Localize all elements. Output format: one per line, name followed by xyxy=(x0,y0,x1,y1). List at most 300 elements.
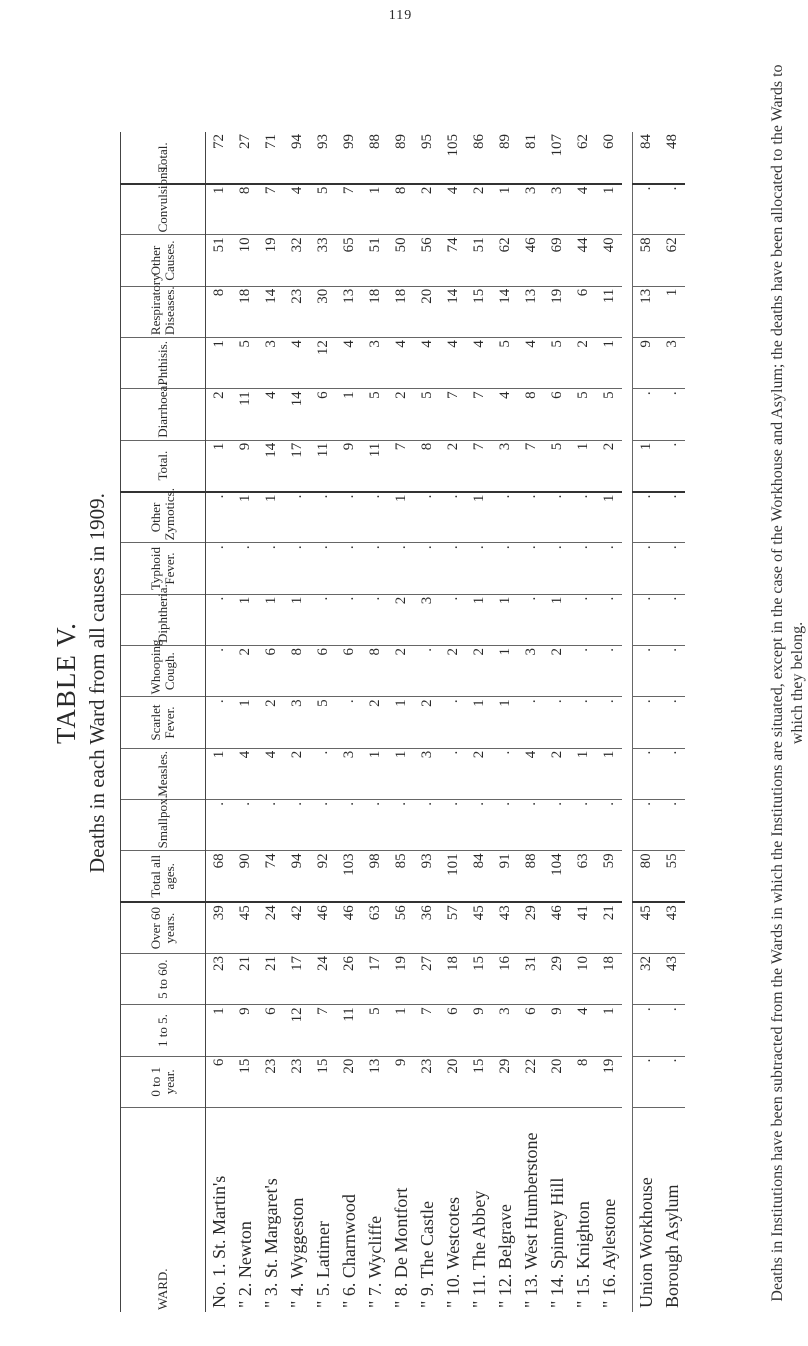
cell-diphtheria: . xyxy=(633,594,660,645)
cell-scarlet-fever: 2 xyxy=(258,697,284,748)
cell-total: 62 xyxy=(570,132,596,184)
col-header-other-causes: Other Causes. xyxy=(121,235,206,286)
cell-total-all-ages: 103 xyxy=(336,851,362,902)
cell-typhoid-fever: . xyxy=(362,543,388,594)
cell-typhoid-fever: . xyxy=(232,543,258,594)
cell-smallpox: . xyxy=(414,800,440,851)
cell-age-1-5: 6 xyxy=(440,1005,466,1056)
cell-total-zymotic: 3 xyxy=(492,440,518,491)
cell-other-zymotics: . xyxy=(518,492,544,543)
cell-whooping-cough: 2 xyxy=(544,646,570,697)
cell-age-over-60: 57 xyxy=(440,902,466,953)
cell-diarrhoea: 11 xyxy=(232,389,258,440)
cell-measles: 3 xyxy=(414,748,440,799)
cell-other-causes: 69 xyxy=(544,235,570,286)
cell-diphtheria: . xyxy=(570,594,596,645)
cell-smallpox: . xyxy=(310,800,336,851)
cell-total-zymotic: 8 xyxy=(414,440,440,491)
cell-total-all-ages: 74 xyxy=(258,851,284,902)
cell-smallpox: . xyxy=(206,800,233,851)
cell-age-1-5: 7 xyxy=(414,1005,440,1056)
cell-age-5-60: 29 xyxy=(544,954,570,1005)
cell-age-1-5: 6 xyxy=(518,1005,544,1056)
cell-smallpox: . xyxy=(518,800,544,851)
cell-diphtheria: 1 xyxy=(492,594,518,645)
cell-age-0-1: 20 xyxy=(440,1056,466,1107)
cell-total: 48 xyxy=(659,132,685,184)
cell-smallpox: . xyxy=(570,800,596,851)
cell-age-5-60: 16 xyxy=(492,954,518,1005)
cell-age-over-60: 46 xyxy=(310,902,336,953)
cell-scarlet-fever: . xyxy=(570,697,596,748)
cell-age-over-60: 42 xyxy=(284,902,310,953)
cell-phthisis: 5 xyxy=(232,338,258,389)
cell-scarlet-fever: . xyxy=(206,697,233,748)
cell-phthisis: 9 xyxy=(633,338,660,389)
cell-other-causes: 40 xyxy=(596,235,622,286)
cell-typhoid-fever: . xyxy=(492,543,518,594)
cell-measles: . xyxy=(492,748,518,799)
cell-phthisis: 4 xyxy=(414,338,440,389)
cell-smallpox: . xyxy=(544,800,570,851)
cell-typhoid-fever: . xyxy=(633,543,660,594)
cell-age-over-60: 43 xyxy=(492,902,518,953)
cell-age-5-60: 19 xyxy=(388,954,414,1005)
table-subcaption: Deaths in each Ward from all causes in 1909. xyxy=(85,493,109,873)
cell-other-causes: 33 xyxy=(310,235,336,286)
cell-other-causes: 46 xyxy=(518,235,544,286)
cell-diarrhoea: 5 xyxy=(596,389,622,440)
cell-scarlet-fever: . xyxy=(518,697,544,748)
cell-age-5-60: 27 xyxy=(414,954,440,1005)
cell-age-0-1: 20 xyxy=(544,1056,570,1107)
cell-diarrhoea: 6 xyxy=(544,389,570,440)
col-header-total-zymotic: Total. xyxy=(121,440,206,491)
cell-total-all-ages: 68 xyxy=(206,851,233,902)
cell-convulsions: 8 xyxy=(232,184,258,235)
cell-respiratory-diseases: 13 xyxy=(336,286,362,337)
col-header-age-0-1: 0 to 1 year. xyxy=(121,1056,206,1107)
cell-convulsions: 4 xyxy=(570,184,596,235)
cell-total: 95 xyxy=(414,132,440,184)
cell-respiratory-diseases: 18 xyxy=(362,286,388,337)
cell-total: 89 xyxy=(388,132,414,184)
cell-total: 107 xyxy=(544,132,570,184)
cell-respiratory-diseases: 30 xyxy=(310,286,336,337)
cell-convulsions: 7 xyxy=(336,184,362,235)
cell-measles: 4 xyxy=(232,748,258,799)
ward-row xyxy=(388,132,414,1312)
cell-phthisis: 4 xyxy=(466,338,492,389)
col-header-smallpox: Smallpox. xyxy=(121,800,206,851)
cell-measles: 2 xyxy=(466,748,492,799)
cell-phthisis: 2 xyxy=(570,338,596,389)
cell-smallpox: . xyxy=(284,800,310,851)
cell-age-1-5: 7 xyxy=(310,1005,336,1056)
cell-age-0-1: 29 xyxy=(492,1056,518,1107)
cell-total-all-ages: 101 xyxy=(440,851,466,902)
cell-smallpox: . xyxy=(466,800,492,851)
cell-diarrhoea: 1 xyxy=(336,389,362,440)
cell-total-zymotic: 1 xyxy=(570,440,596,491)
ward-row xyxy=(284,132,310,1312)
cell-smallpox: . xyxy=(492,800,518,851)
cell-total-all-ages: 90 xyxy=(232,851,258,902)
cell-age-0-1: 15 xyxy=(232,1056,258,1107)
cell-other-zymotics: . xyxy=(362,492,388,543)
cell-other-causes: 51 xyxy=(466,235,492,286)
cell-measles: . xyxy=(659,748,685,799)
spacer-row xyxy=(622,132,633,1312)
cell-age-5-60: 31 xyxy=(518,954,544,1005)
cell-phthisis: 4 xyxy=(440,338,466,389)
cell-convulsions: 2 xyxy=(414,184,440,235)
cell-respiratory-diseases: 6 xyxy=(570,286,596,337)
cell-age-5-60: 17 xyxy=(362,954,388,1005)
cell-other-causes: 65 xyxy=(336,235,362,286)
cell-ward: " 6. Charnwood xyxy=(338,1194,359,1308)
cell-diphtheria: 3 xyxy=(414,594,440,645)
cell-phthisis: 1 xyxy=(596,338,622,389)
cell-phthisis: 4 xyxy=(336,338,362,389)
col-header-whooping-cough: Whooping Cough. xyxy=(121,646,206,697)
cell-convulsions: 5 xyxy=(310,184,336,235)
cell-whooping-cough: 3 xyxy=(518,646,544,697)
cell-scarlet-fever: 1 xyxy=(388,697,414,748)
col-header-respiratory-diseases: Respiratory Diseases. xyxy=(121,286,206,337)
cell-scarlet-fever: 2 xyxy=(362,697,388,748)
cell-measles: 1 xyxy=(388,748,414,799)
cell-whooping-cough: 6 xyxy=(258,646,284,697)
cell-measles: . xyxy=(310,748,336,799)
cell-smallpox: . xyxy=(633,800,660,851)
cell-typhoid-fever: . xyxy=(284,543,310,594)
table-footnote: Deaths in Institutions have been subtracted from the Wards in which the Institutions are situated, except in the case of the Workhouse and Asylum; the deaths have been allocated to the Wards to which they belong. xyxy=(769,64,806,1302)
cell-total-all-ages: 98 xyxy=(362,851,388,902)
cell-age-5-60: 17 xyxy=(284,954,310,1005)
cell-scarlet-fever: 5 xyxy=(310,697,336,748)
cell-other-causes: 62 xyxy=(492,235,518,286)
cell-convulsions: 1 xyxy=(596,184,622,235)
cell-convulsions: . xyxy=(659,184,685,235)
cell-age-over-60: 45 xyxy=(633,902,660,953)
cell-age-1-5: . xyxy=(659,1005,685,1056)
cell-age-0-1: 13 xyxy=(362,1056,388,1107)
cell-age-5-60: 21 xyxy=(258,954,284,1005)
cell-age-0-1: 22 xyxy=(518,1056,544,1107)
cell-diphtheria: 1 xyxy=(232,594,258,645)
cell-total: 88 xyxy=(362,132,388,184)
cell-total: 94 xyxy=(284,132,310,184)
ward-row xyxy=(518,132,544,1312)
cell-other-causes: 50 xyxy=(388,235,414,286)
cell-age-5-60: 21 xyxy=(232,954,258,1005)
spacer-cell xyxy=(622,132,633,1312)
cell-respiratory-diseases: 19 xyxy=(544,286,570,337)
cell-diphtheria: . xyxy=(362,594,388,645)
cell-age-over-60: 41 xyxy=(570,902,596,953)
cell-other-zymotics: 1 xyxy=(388,492,414,543)
cell-diphtheria: . xyxy=(310,594,336,645)
cell-age-1-5: 4 xyxy=(570,1005,596,1056)
cell-total-all-ages: 91 xyxy=(492,851,518,902)
cell-other-zymotics: . xyxy=(336,492,362,543)
cell-diphtheria: . xyxy=(336,594,362,645)
cell-age-over-60: 56 xyxy=(388,902,414,953)
cell-ward: " 3. St. Margaret's xyxy=(260,1178,281,1308)
cell-scarlet-fever: 1 xyxy=(232,697,258,748)
ward-row xyxy=(414,132,440,1312)
cell-age-over-60: 46 xyxy=(336,902,362,953)
cell-whooping-cough: 6 xyxy=(336,646,362,697)
cell-total: 84 xyxy=(633,132,660,184)
cell-smallpox: . xyxy=(596,800,622,851)
col-header-total: Total. xyxy=(121,132,206,184)
cell-typhoid-fever: . xyxy=(440,543,466,594)
cell-measles: 1 xyxy=(570,748,596,799)
cell-diarrhoea: 5 xyxy=(362,389,388,440)
cell-scarlet-fever: . xyxy=(440,697,466,748)
cell-ward: " 2. Newton xyxy=(234,1221,255,1308)
col-header-typhoid-fever: Typhoid Fever. xyxy=(121,543,206,594)
cell-age-0-1: 20 xyxy=(336,1056,362,1107)
cell-total-zymotic: . xyxy=(659,440,685,491)
cell-other-causes: 32 xyxy=(284,235,310,286)
ward-row xyxy=(570,132,596,1312)
cell-age-5-60: 18 xyxy=(596,954,622,1005)
cell-total-zymotic: 2 xyxy=(440,440,466,491)
cell-diarrhoea: 14 xyxy=(284,389,310,440)
cell-scarlet-fever: . xyxy=(336,697,362,748)
cell-diarrhoea: 6 xyxy=(310,389,336,440)
col-header-diarrhoea: Diarrhoea. xyxy=(121,389,206,440)
cell-scarlet-fever: . xyxy=(633,697,660,748)
cell-measles: . xyxy=(633,748,660,799)
cell-ward: " 15. Knighton xyxy=(572,1201,593,1308)
cell-typhoid-fever: . xyxy=(336,543,362,594)
cell-respiratory-diseases: 23 xyxy=(284,286,310,337)
cell-phthisis: 3 xyxy=(659,338,685,389)
cell-total-zymotic: 17 xyxy=(284,440,310,491)
cell-age-0-1: . xyxy=(633,1056,660,1107)
cell-other-zymotics: 1 xyxy=(596,492,622,543)
cell-total: 105 xyxy=(440,132,466,184)
col-header-phthisis: Phthisis. xyxy=(121,338,206,389)
cell-age-1-5: 1 xyxy=(388,1005,414,1056)
cell-total-all-ages: 93 xyxy=(414,851,440,902)
col-header-convulsions: Convulsions. xyxy=(121,184,206,235)
cell-typhoid-fever: . xyxy=(414,543,440,594)
cell-convulsions: 2 xyxy=(466,184,492,235)
cell-other-zymotics: . xyxy=(570,492,596,543)
cell-other-zymotics: 1 xyxy=(466,492,492,543)
header-row xyxy=(121,132,206,1312)
cell-measles: . xyxy=(440,748,466,799)
cell-scarlet-fever: 1 xyxy=(466,697,492,748)
cell-ward: " 9. The Castle xyxy=(416,1201,437,1308)
cell-measles: 4 xyxy=(518,748,544,799)
cell-convulsions: 1 xyxy=(362,184,388,235)
cell-diarrhoea: . xyxy=(633,389,660,440)
cell-whooping-cough: . xyxy=(570,646,596,697)
cell-total: 93 xyxy=(310,132,336,184)
cell-total-all-ages: 94 xyxy=(284,851,310,902)
cell-typhoid-fever: . xyxy=(596,543,622,594)
cell-total-all-ages: 92 xyxy=(310,851,336,902)
cell-respiratory-diseases: 8 xyxy=(206,286,233,337)
cell-age-over-60: 39 xyxy=(206,902,233,953)
cell-other-zymotics: . xyxy=(284,492,310,543)
cell-age-0-1: 23 xyxy=(258,1056,284,1107)
ward-row xyxy=(596,132,622,1312)
cell-whooping-cough: 8 xyxy=(284,646,310,697)
cell-age-1-5: 9 xyxy=(466,1005,492,1056)
cell-ward: Union Workhouse xyxy=(633,1108,660,1313)
cell-age-1-5: 5 xyxy=(362,1005,388,1056)
cell-smallpox: . xyxy=(388,800,414,851)
cell-diarrhoea: 2 xyxy=(206,389,233,440)
ward-row xyxy=(232,132,258,1312)
cell-whooping-cough: 2 xyxy=(388,646,414,697)
cell-age-over-60: 63 xyxy=(362,902,388,953)
cell-respiratory-diseases: 20 xyxy=(414,286,440,337)
cell-age-0-1: 23 xyxy=(284,1056,310,1107)
cell-ward: " 5. Latimer xyxy=(312,1221,333,1308)
table-caption: TABLE V. xyxy=(51,622,81,744)
cell-total: 89 xyxy=(492,132,518,184)
cell-other-zymotics: . xyxy=(440,492,466,543)
cell-total-zymotic: 11 xyxy=(310,440,336,491)
cell-ward: " 13. West Humberstone xyxy=(520,1132,541,1308)
cell-diphtheria: 1 xyxy=(284,594,310,645)
cell-age-over-60: 46 xyxy=(544,902,570,953)
cell-total: 60 xyxy=(596,132,622,184)
cell-age-0-1: 15 xyxy=(310,1056,336,1107)
ward-row xyxy=(544,132,570,1312)
cell-ward: " 8. De Montfort xyxy=(390,1187,411,1308)
cell-whooping-cough: 6 xyxy=(310,646,336,697)
cell-diarrhoea: 7 xyxy=(440,389,466,440)
col-header-diphtheria: Diphtheria. xyxy=(121,594,206,645)
cell-diphtheria: . xyxy=(596,594,622,645)
col-header-ward: WARD. xyxy=(121,1108,206,1313)
cell-other-zymotics: . xyxy=(633,492,660,543)
cell-total-all-ages: 55 xyxy=(659,851,685,902)
cell-scarlet-fever: 1 xyxy=(492,697,518,748)
cell-other-zymotics: 1 xyxy=(258,492,284,543)
cell-phthisis: 1 xyxy=(206,338,233,389)
cell-diphtheria: . xyxy=(518,594,544,645)
cell-age-5-60: 15 xyxy=(466,954,492,1005)
cell-respiratory-diseases: 14 xyxy=(440,286,466,337)
cell-total-zymotic: 7 xyxy=(388,440,414,491)
cell-typhoid-fever: . xyxy=(388,543,414,594)
cell-total-zymotic: 7 xyxy=(466,440,492,491)
cell-phthisis: 5 xyxy=(544,338,570,389)
cell-whooping-cough: . xyxy=(206,646,233,697)
cell-typhoid-fever: . xyxy=(518,543,544,594)
cell-typhoid-fever: . xyxy=(466,543,492,594)
cell-phthisis: 3 xyxy=(258,338,284,389)
cell-age-5-60: 26 xyxy=(336,954,362,1005)
cell-convulsions: 4 xyxy=(284,184,310,235)
ward-row xyxy=(206,132,233,1312)
cell-total: 81 xyxy=(518,132,544,184)
cell-phthisis: 4 xyxy=(388,338,414,389)
cell-smallpox: . xyxy=(258,800,284,851)
cell-age-over-60: 24 xyxy=(258,902,284,953)
cell-convulsions: 7 xyxy=(258,184,284,235)
cell-total: 72 xyxy=(206,132,233,184)
cell-other-causes: 19 xyxy=(258,235,284,286)
cell-age-5-60: 32 xyxy=(633,954,660,1005)
cell-diphtheria: . xyxy=(659,594,685,645)
cell-age-0-1: 9 xyxy=(388,1056,414,1107)
cell-age-5-60: 24 xyxy=(310,954,336,1005)
cell-diphtheria: 2 xyxy=(388,594,414,645)
ward-row xyxy=(258,132,284,1312)
cell-diarrhoea: . xyxy=(659,389,685,440)
cell-other-zymotics: . xyxy=(492,492,518,543)
cell-other-zymotics: 1 xyxy=(232,492,258,543)
table-body xyxy=(206,132,686,1312)
cell-age-over-60: 21 xyxy=(596,902,622,953)
cell-other-causes: 51 xyxy=(206,235,233,286)
cell-age-5-60: 10 xyxy=(570,954,596,1005)
cell-ward: No. 1. St. Martin's xyxy=(208,1175,229,1308)
cell-other-zymotics: . xyxy=(310,492,336,543)
cell-diphtheria: 1 xyxy=(466,594,492,645)
col-header-other-zymotics: Other Zymotics. xyxy=(121,492,206,543)
cell-whooping-cough: 2 xyxy=(440,646,466,697)
cell-total-all-ages: 104 xyxy=(544,851,570,902)
cell-measles: 3 xyxy=(336,748,362,799)
cell-diarrhoea: 5 xyxy=(570,389,596,440)
cell-age-1-5: 1 xyxy=(206,1005,233,1056)
cell-typhoid-fever: . xyxy=(544,543,570,594)
cell-total-zymotic: 9 xyxy=(336,440,362,491)
cell-other-zymotics: . xyxy=(414,492,440,543)
cell-whooping-cough: 2 xyxy=(232,646,258,697)
cell-age-1-5: 3 xyxy=(492,1005,518,1056)
cell-ward: " 16. Aylestone xyxy=(598,1198,619,1308)
cell-age-0-1: 23 xyxy=(414,1056,440,1107)
cell-total-zymotic: 2 xyxy=(596,440,622,491)
cell-age-5-60: 43 xyxy=(659,954,685,1005)
ward-row xyxy=(336,132,362,1312)
cell-other-causes: 44 xyxy=(570,235,596,286)
cell-diarrhoea: 8 xyxy=(518,389,544,440)
cell-whooping-cough: 8 xyxy=(362,646,388,697)
cell-ward: Borough Asylum xyxy=(661,1184,682,1308)
cell-age-over-60: 43 xyxy=(659,902,685,953)
cell-total-zymotic: 14 xyxy=(258,440,284,491)
cell-age-5-60: 18 xyxy=(440,954,466,1005)
cell-measles: 1 xyxy=(362,748,388,799)
ward-row xyxy=(362,132,388,1312)
cell-total-all-ages: 84 xyxy=(466,851,492,902)
cell-measles: 2 xyxy=(544,748,570,799)
cell-age-1-5: . xyxy=(633,1005,660,1056)
cell-respiratory-diseases: 18 xyxy=(388,286,414,337)
cell-age-1-5: 11 xyxy=(336,1005,362,1056)
cell-phthisis: 3 xyxy=(362,338,388,389)
cell-other-zymotics: . xyxy=(659,492,685,543)
cell-whooping-cough: . xyxy=(414,646,440,697)
col-header-total-all-ages: Total all ages. xyxy=(121,851,206,902)
ward-row xyxy=(466,132,492,1312)
col-header-measles: Measles. xyxy=(121,748,206,799)
